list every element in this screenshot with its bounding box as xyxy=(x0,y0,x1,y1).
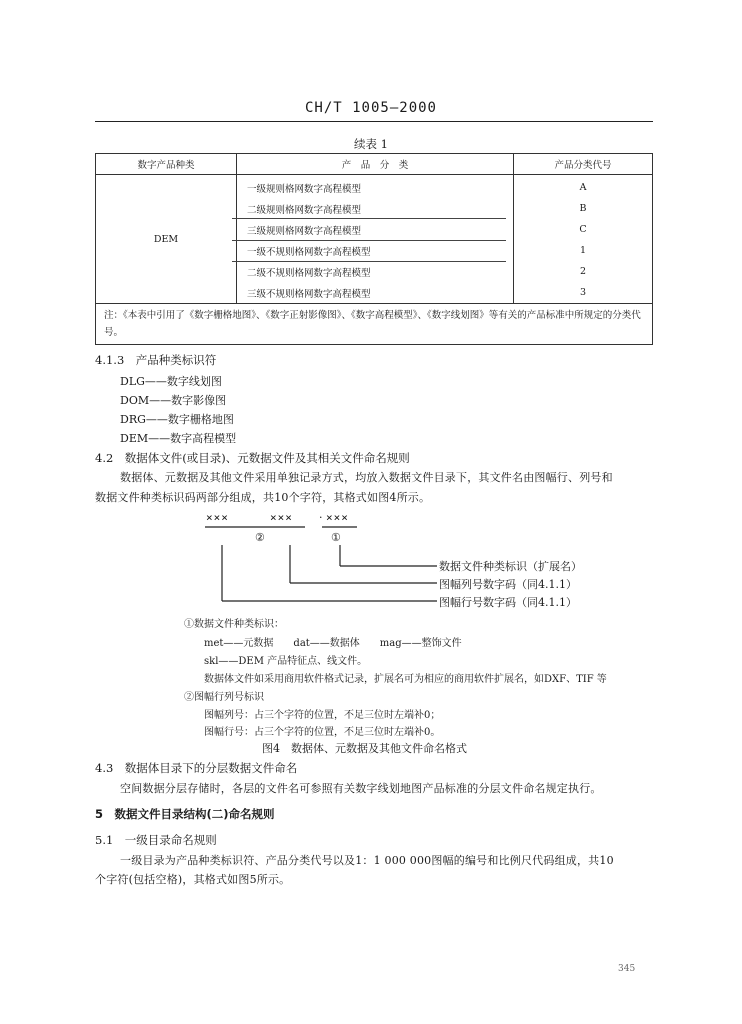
column-header-code: 产品分类代号 xyxy=(514,154,653,175)
note-1-title: ①数据文件种类标识： xyxy=(184,619,284,630)
note-2-title: ②图幅行列号标识 xyxy=(184,692,264,703)
column-header-type: 数字产品种类 xyxy=(96,154,237,175)
note-2-line: 图幅行号：占三个字符的位置，不足三位时左端补0。 xyxy=(204,727,441,738)
note-1-line: 数据体文件如采用商用软件格式记录，扩展名可为相应的商用软件扩展名，如DXF、TIF 等 xyxy=(204,674,607,685)
product-type-cell: DEM xyxy=(96,175,237,304)
code-cell: 1 xyxy=(514,240,653,261)
pattern-cols: ××× xyxy=(270,511,293,524)
note-1-line: met——元数据 dat——数据体 mag——整饰文件 xyxy=(204,638,462,649)
code-cell: 2 xyxy=(514,261,653,282)
table-note: 注：《本表中引用了《数字栅格地图》、《数字正射影像图》、《数字高程模型》、《数字线划图》等有关的产品标准中所规定的分类代号。 xyxy=(96,304,653,345)
paragraph: 数据文件种类标识码两部分组成，共10个字符，其格式如图4所示。 xyxy=(95,491,431,504)
pattern-ext: ××× xyxy=(326,511,349,524)
section-5-1-title: 5.1 一级目录命名规则 xyxy=(95,833,217,847)
label-row: 图幅行号数字码（同4.1.1） xyxy=(439,596,577,609)
category-cell: 二级不规则格网数字高程模型 xyxy=(237,261,514,282)
category-cell: 一级规则格网数字高程模型 xyxy=(237,175,514,199)
code-cell: A xyxy=(514,175,653,199)
category-cell: 三级不规则格网数字高程模型 xyxy=(237,282,514,304)
section-5-title: 5 数据文件目录结构(二)命名规则 xyxy=(95,807,275,821)
document-header: CH/T 1005—2000 xyxy=(304,100,437,116)
marker-2: ② xyxy=(255,531,265,544)
category-cell: 二级规则格网数字高程模型 xyxy=(237,198,514,219)
paragraph: 一级目录为产品种类标识符、产品分类代号以及1：1 000 000图幅的编号和比例尺代码组成，共10 xyxy=(120,854,614,867)
note-1-line: skl——DEM 产品特征点、线文件。 xyxy=(204,656,368,667)
section-4-2-title: 4.2 数据体文件(或目录)、元数据文件及其相关文件命名规则 xyxy=(95,451,410,465)
pattern-rows: ××× xyxy=(206,511,229,524)
figure-4-caption: 图4 数据体、元数据及其他文件命名格式 xyxy=(262,742,467,755)
section-4-3-title: 4.3 数据体目录下的分层数据文件命名 xyxy=(95,761,298,775)
category-cell: 三级规则格网数字高程模型 xyxy=(237,219,514,240)
code-cell: 3 xyxy=(514,282,653,304)
label-ext: 数据文件种类标识（扩展名） xyxy=(439,560,582,573)
list-item: DLG——数字线划图 xyxy=(120,375,222,388)
category-cell: 一级不规则格网数字高程模型 xyxy=(237,240,514,261)
code-cell: B xyxy=(514,198,653,219)
list-item: DEM——数字高程模型 xyxy=(120,432,237,445)
note-2-line: 图幅列号：占三个字符的位置，不足三位时左端补0； xyxy=(204,710,441,721)
code-cell: C xyxy=(514,219,653,240)
paragraph: 个字符(包括空格)，其格式如图5所示。 xyxy=(95,873,291,886)
paragraph: 空间数据分层存储时，各层的文件名可参照有关数字线划地图产品标准的分层文件命名规定执行。 xyxy=(120,782,602,795)
label-col: 图幅列号数字码（同4.1.1） xyxy=(439,578,577,591)
section-4-1-3-title: 4.1.3 产品种类标识符 xyxy=(95,353,217,367)
column-header-category: 产 品 分 类 xyxy=(237,154,514,175)
paragraph: 数据体、元数据及其他文件采用单独记录方式，均放入数据文件目录下，其文件名由图幅行、列号和 xyxy=(120,471,613,484)
page-number: 345 xyxy=(618,964,636,974)
list-item: DOM——数字影像图 xyxy=(120,394,227,407)
pattern-dot: · xyxy=(319,511,323,524)
marker-1: ① xyxy=(331,531,341,544)
table-caption: 续表 1 xyxy=(354,137,388,151)
list-item: DRG——数字栅格地图 xyxy=(120,413,234,426)
